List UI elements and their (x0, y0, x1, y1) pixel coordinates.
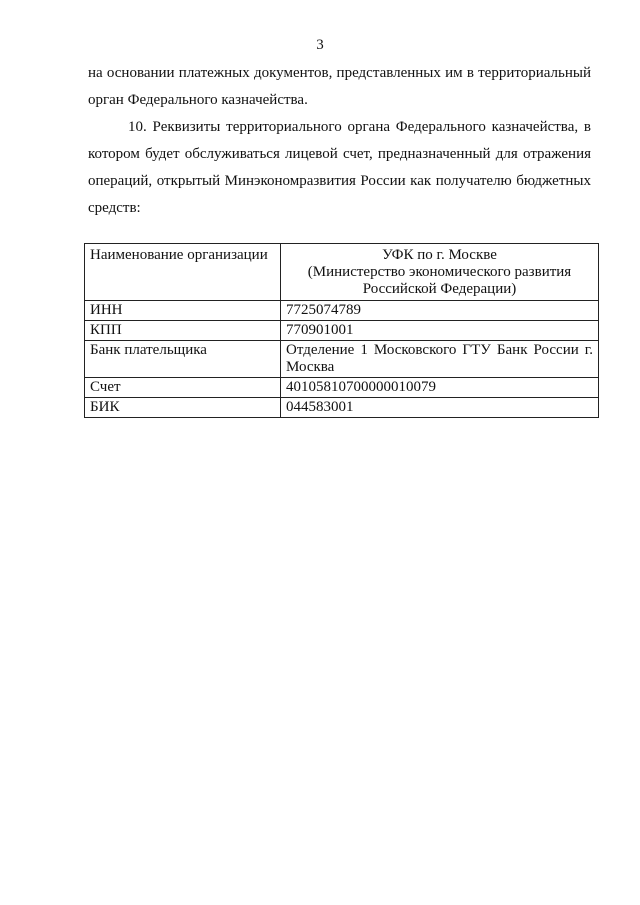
table-row-kpp (85, 321, 599, 341)
value-inn: 7725074789 (281, 301, 599, 321)
label-payer-bank: Банк плательщика (85, 341, 281, 378)
label-bik: БИК (85, 398, 281, 418)
page-number: 3 (316, 37, 324, 53)
label-inn: ИНН (85, 301, 281, 321)
paragraph-continuation: на основании платежных документов, представленных им в территориальный орган Федерального казначейства. (88, 65, 591, 108)
value-organization-line-2: (Министерство экономического развития (307, 264, 572, 280)
table-row-bik (85, 398, 599, 418)
table-row-inn (85, 301, 599, 321)
value-bik: 044583001 (281, 398, 599, 418)
paragraph-item-10: 10. Реквизиты территориального органа Федерального казначейства, в котором будет обслуживаться лицевой счет, предназначенный для отражения операций, открытый Минэкономразвития России как получателю бюджетных средств: (88, 119, 591, 216)
requisites-table (84, 243, 599, 418)
value-payer-bank: Отделение 1 Московского ГТУ Банк России г. Москва (281, 341, 599, 378)
value-organization-name (281, 244, 599, 301)
label-kpp: КПП (85, 321, 281, 341)
label-organization-name: Наименование организации (85, 244, 281, 301)
value-account: 40105810700000010079 (281, 378, 599, 398)
value-organization-line-1: УФК по г. Москве (382, 247, 497, 263)
value-organization-line-3: Российской Федерации) (362, 281, 517, 297)
label-account: Счет (85, 378, 281, 398)
table-row-account (85, 378, 599, 398)
table-row-payer-bank (85, 341, 599, 378)
value-kpp: 770901001 (281, 321, 599, 341)
table-row-organization (85, 244, 599, 301)
